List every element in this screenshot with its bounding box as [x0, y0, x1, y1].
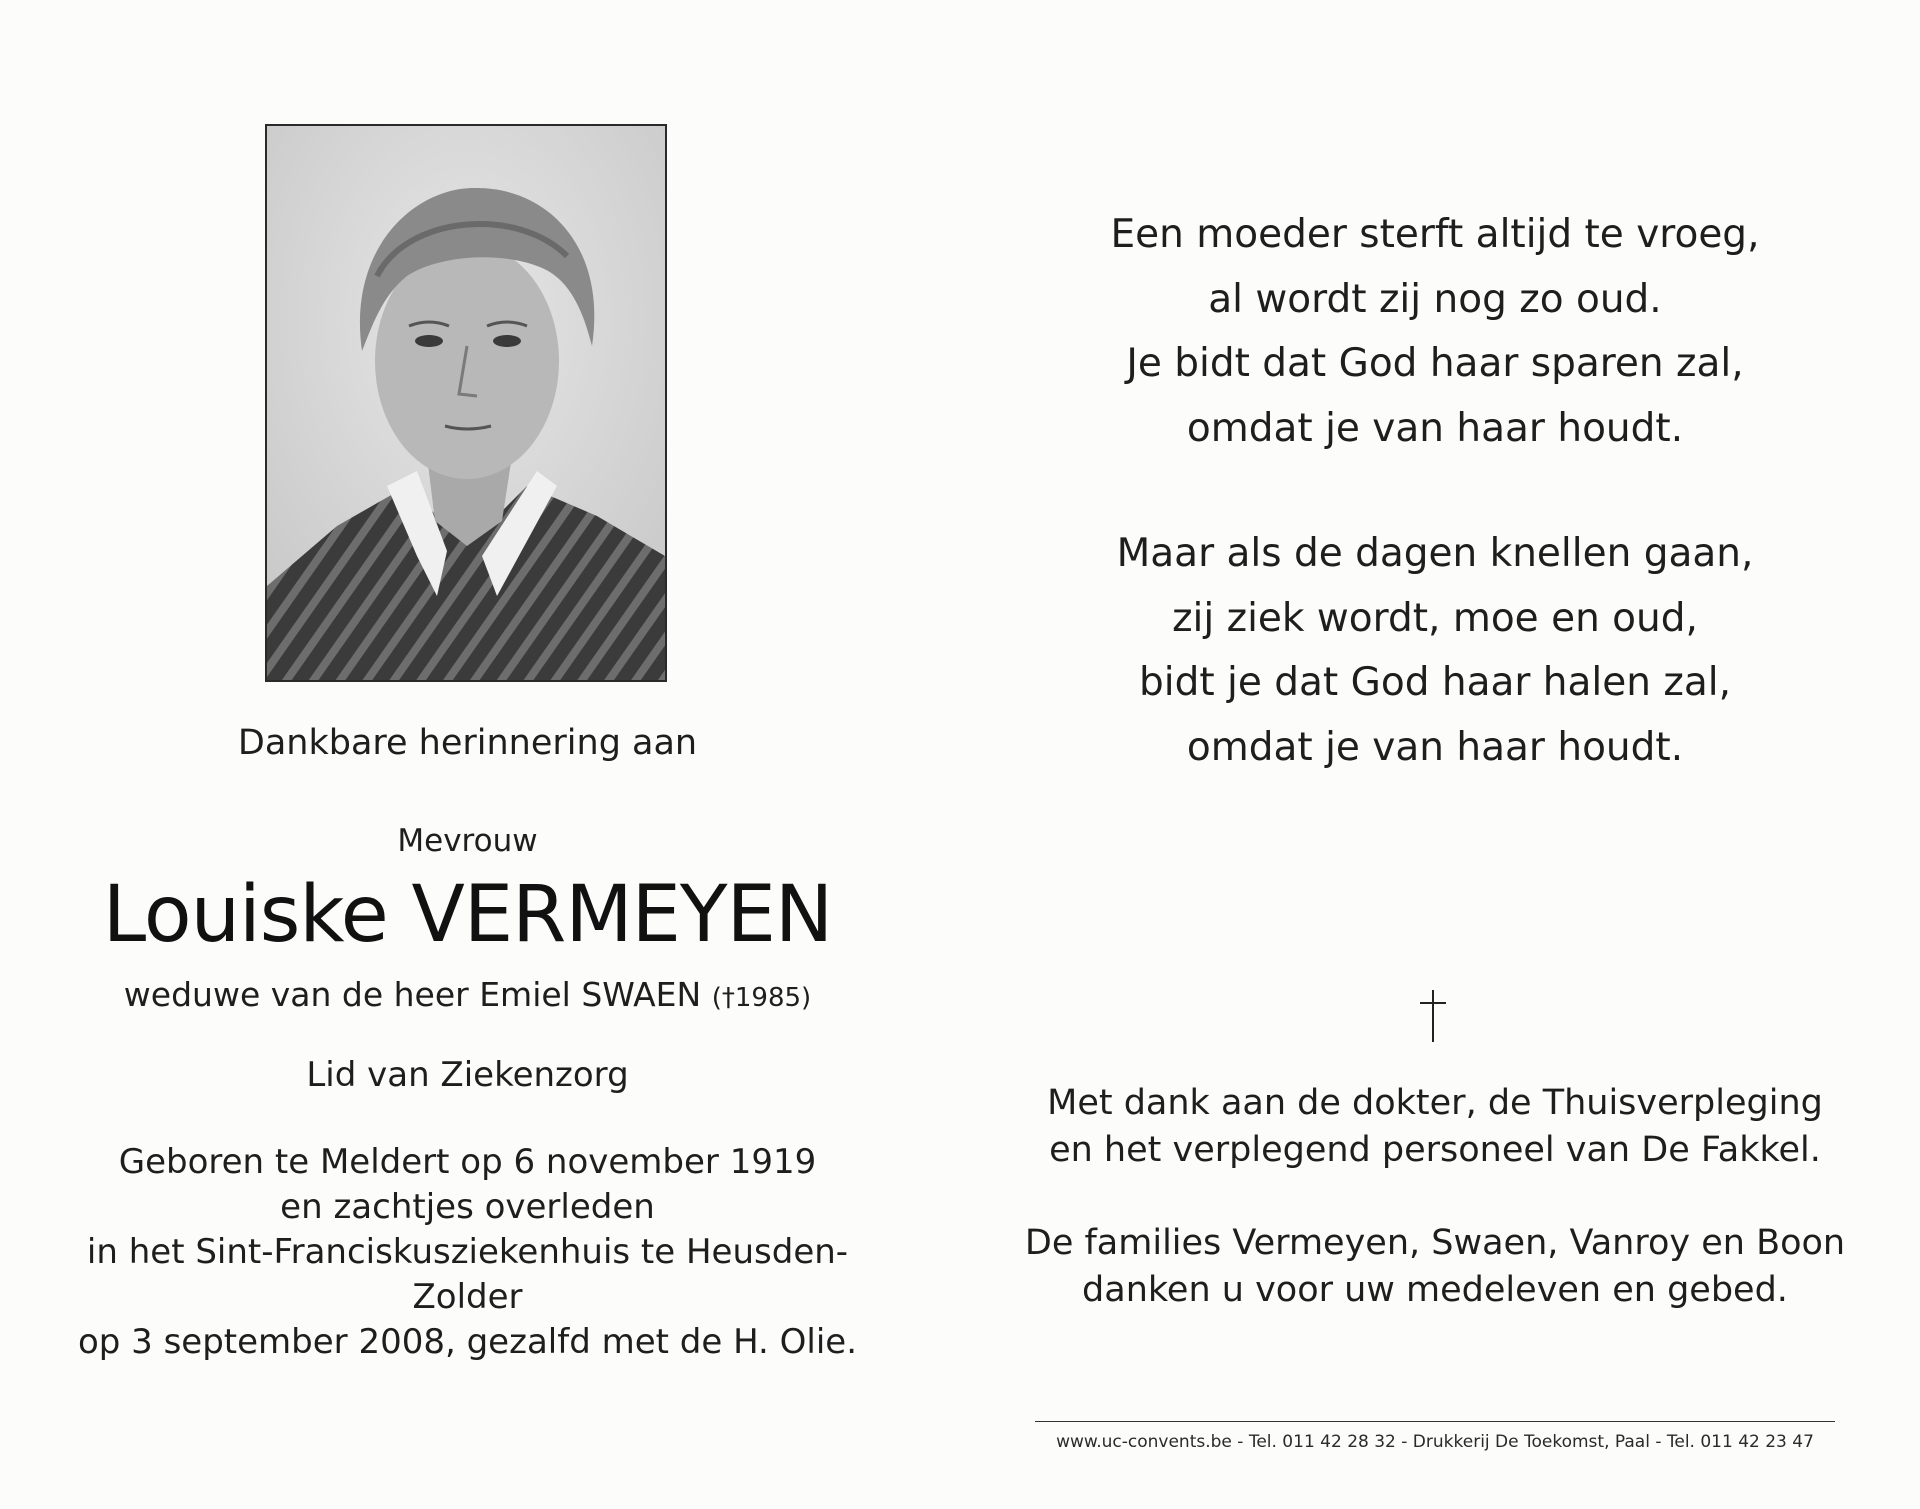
thanks-line: en het verplegend personeel van De Fakkel. — [1049, 1130, 1821, 1170]
widow-year: (†1985) — [711, 983, 812, 1013]
poem-line: omdat je van haar houdt. — [1186, 405, 1684, 451]
birth-line: Geboren te Meldert op 6 november 1919 — [118, 1142, 817, 1182]
title-mevrouw: Mevrouw — [397, 823, 538, 859]
intro-text: Dankbare herinnering aan — [237, 723, 698, 763]
poem-line: omdat je van haar houdt. — [1186, 724, 1684, 770]
birth-death-details — [40, 1140, 895, 1365]
printer-footer: www.uc-convents.be - Tel. 011 42 28 32 - Drukkerij De Toekomst, Paal - Tel. 011 42 23 47 — [1056, 1432, 1814, 1452]
thanks-text — [1000, 1080, 1870, 1174]
poem-line: Een moeder sterft altijd te vroeg, — [1110, 212, 1760, 257]
membership-text: Lid van Ziekenzorg — [306, 1055, 629, 1095]
poem-line: Je bidt dat God haar sparen zal, — [1126, 341, 1744, 386]
death-line-2: in het Sint-Franciskusziekenhuis te Heusden-Zolder — [86, 1232, 849, 1317]
cross-icon — [1420, 990, 1446, 1042]
death-line-3: op 3 september 2008, gezalfd met de H. Olie. — [77, 1322, 858, 1362]
poem-line: al wordt zij nog zo oud. — [1208, 276, 1662, 322]
poem-line: zij ziek wordt, moe en oud, — [1172, 595, 1698, 641]
poem-stanza-1 — [1000, 203, 1870, 461]
families-line: danken u voor uw medeleven en gebed. — [1082, 1270, 1788, 1310]
death-line-1: en zachtjes overleden — [280, 1187, 655, 1227]
families-text — [1000, 1220, 1870, 1314]
deceased-name: Louiske VERMEYEN — [102, 870, 833, 960]
thanks-line: Met dank aan de dokter, de Thuisverpleging — [1047, 1083, 1823, 1123]
portrait-illustration — [267, 126, 665, 680]
footer-divider — [1035, 1421, 1835, 1422]
poem-line: Maar als de dagen knellen gaan, — [1116, 531, 1754, 576]
families-line: De families Vermeyen, Swaen, Vanroy en Boon — [1024, 1223, 1846, 1263]
poem-line: bidt je dat God haar halen zal, — [1139, 660, 1731, 705]
portrait-photo — [265, 124, 667, 682]
poem-stanza-2 — [1000, 522, 1870, 780]
widow-text: weduwe van de heer Emiel SWAEN — [123, 975, 702, 1014]
widow-line — [40, 975, 895, 1014]
